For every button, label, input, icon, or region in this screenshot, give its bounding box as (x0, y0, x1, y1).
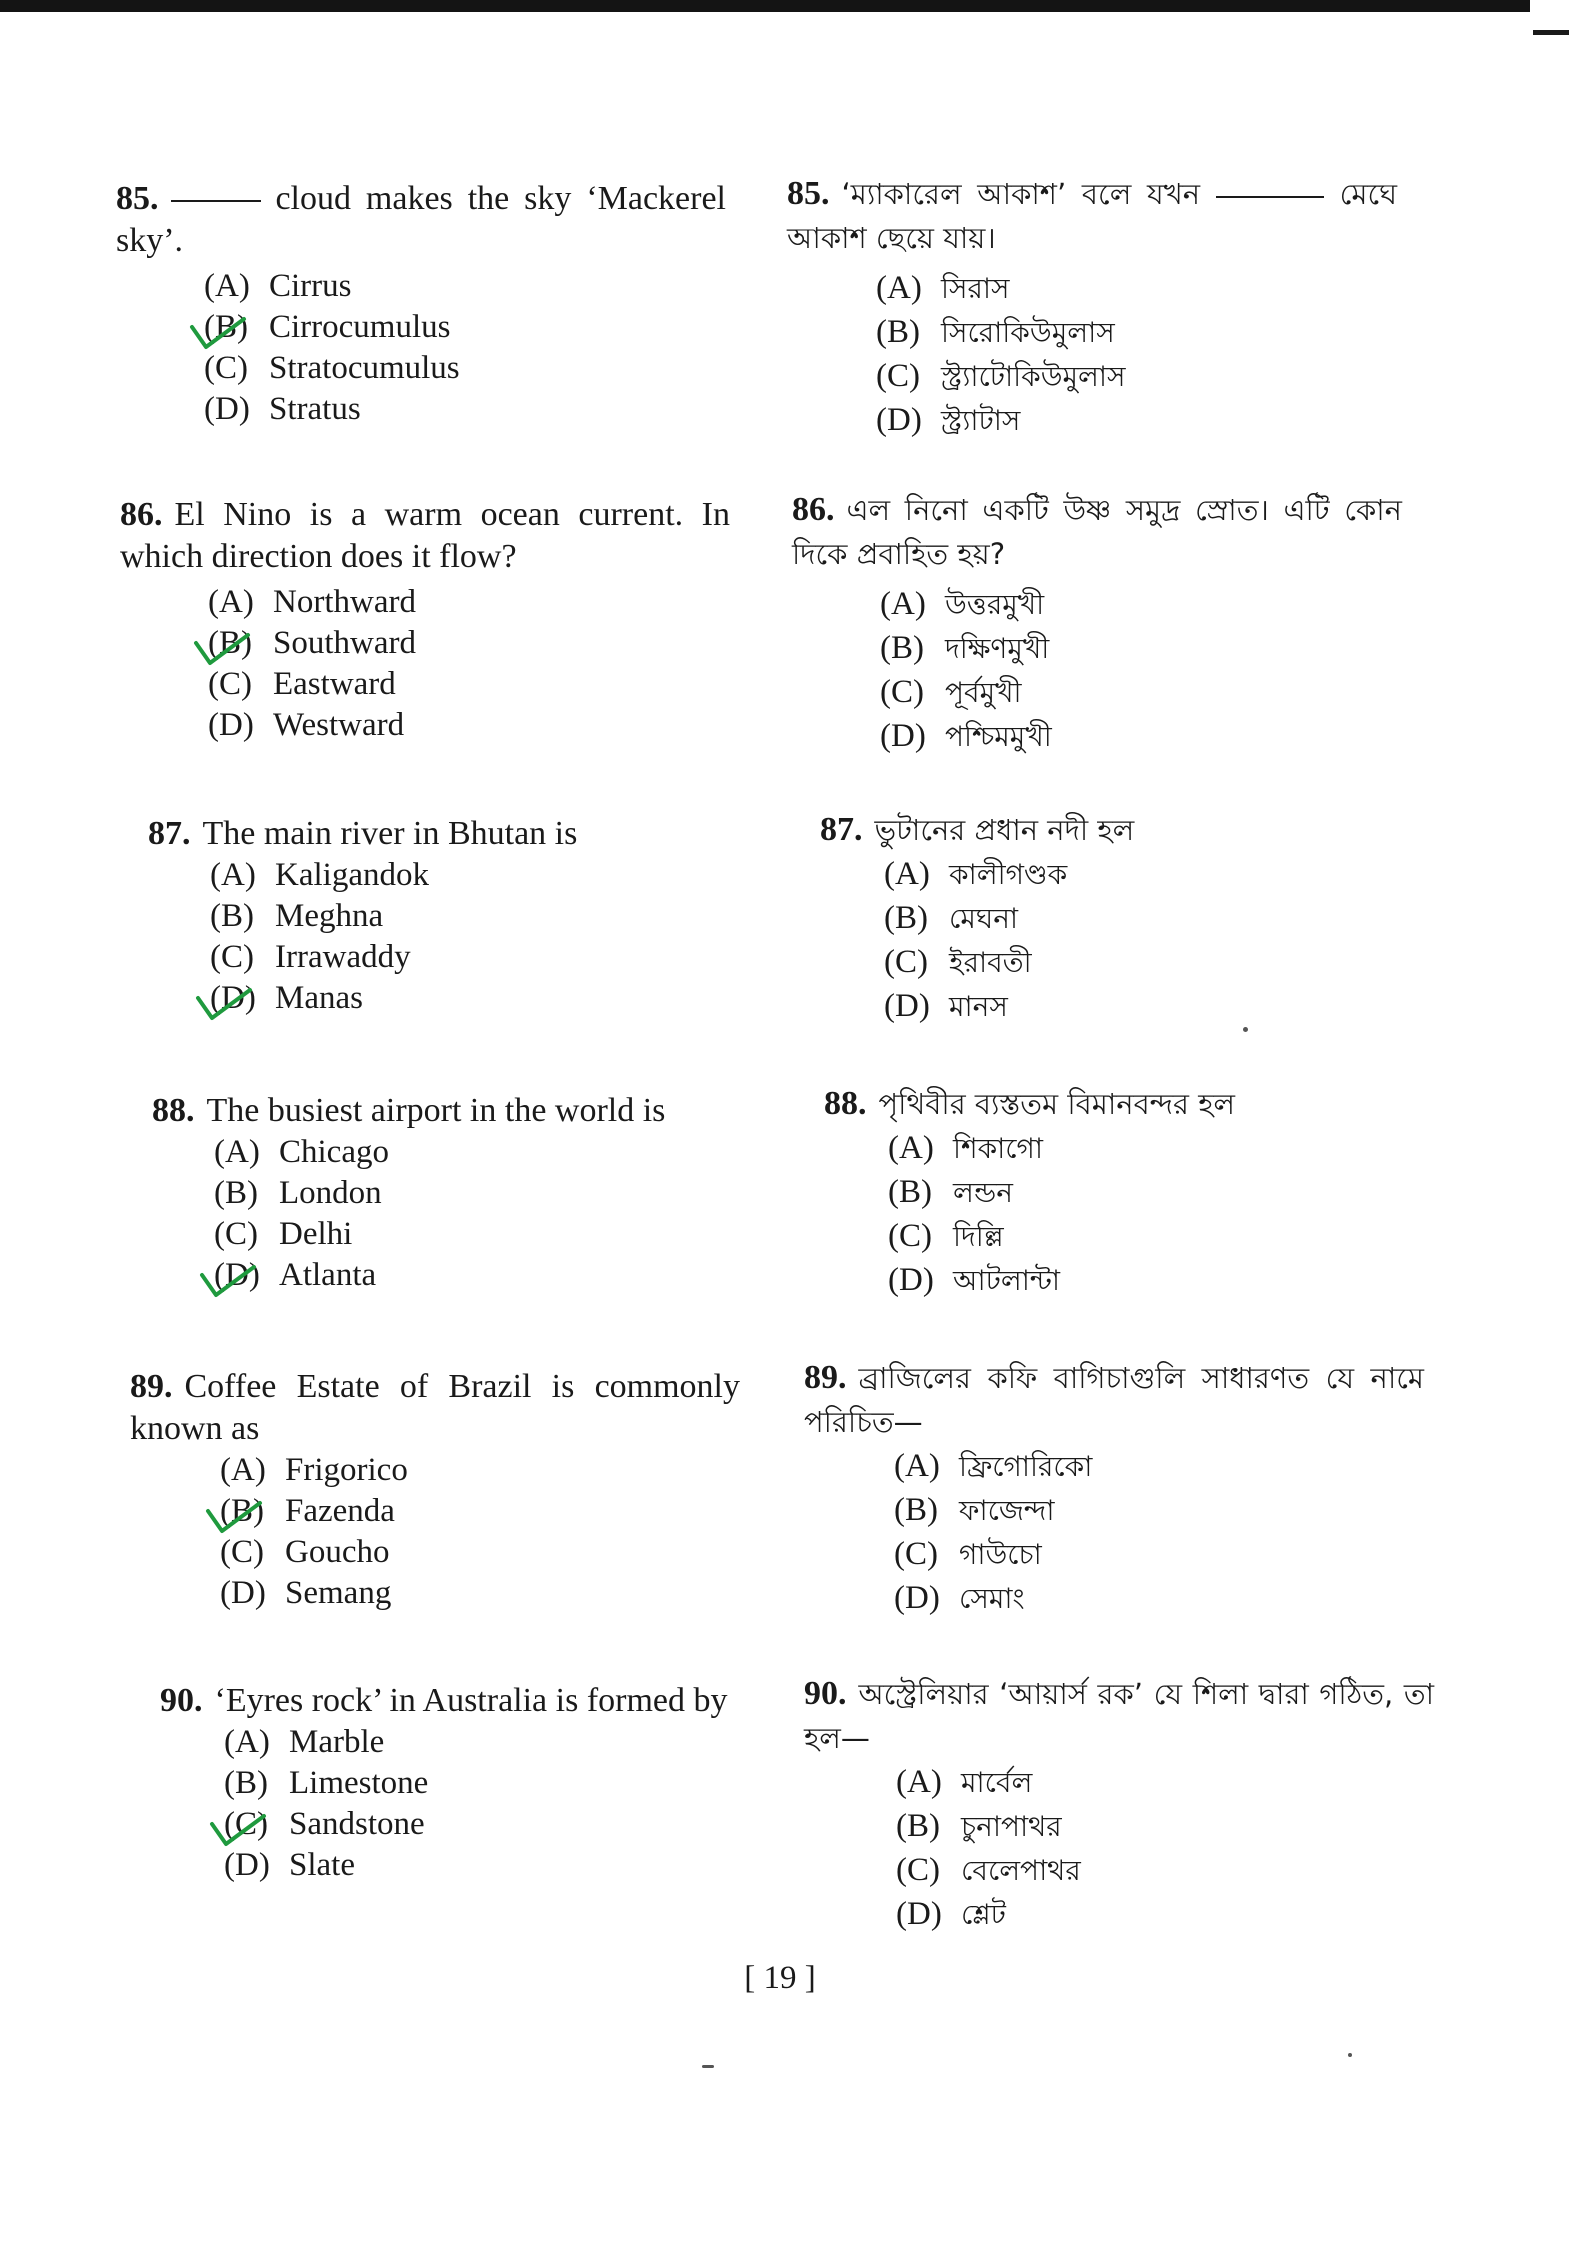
question-86-en (120, 494, 730, 746)
option-letter: (D) (896, 1896, 942, 1932)
option-text: বেলেপাথর (961, 1854, 1081, 1887)
option-a[interactable] (204, 266, 726, 307)
options-list (888, 1126, 1384, 1302)
option-letter: (D) (888, 1262, 934, 1298)
option-c[interactable] (896, 1848, 1434, 1892)
option-text: Sandstone (289, 1806, 425, 1842)
question-number: 85. (787, 175, 830, 212)
option-b[interactable] (214, 1173, 752, 1214)
option-text: পশ্চিমমুখী (945, 720, 1052, 753)
option-a[interactable] (208, 582, 730, 623)
question-stem (116, 178, 726, 262)
options-list (880, 582, 1402, 758)
question-text: The main river in Bhutan is (202, 815, 578, 852)
option-text: দক্ষিণমুখী (945, 632, 1050, 665)
question-text: ভুটানের প্রধান নদী হল (874, 813, 1135, 847)
option-text: সিরাস (941, 272, 1010, 305)
option-text: Northward (273, 584, 416, 620)
options-list (204, 266, 726, 430)
option-letter: (D) (208, 707, 254, 743)
option-text: মার্বেল (961, 1766, 1033, 1799)
option-b[interactable] (888, 1170, 1384, 1214)
option-letter: (B) (884, 900, 928, 936)
question-89-bn (804, 1356, 1424, 1620)
option-letter: (B) (224, 1765, 268, 1801)
question-text: পৃথিবীর ব্যস্ততম বিমানবন্দর হল (878, 1087, 1236, 1121)
option-d[interactable] (204, 389, 726, 430)
option-letter: (A) (888, 1130, 934, 1166)
options-list (884, 852, 1380, 1028)
question-number: 90. (804, 1675, 847, 1712)
option-letter: (A) (876, 270, 922, 306)
option-d[interactable] (214, 1255, 752, 1296)
question-number: 88. (824, 1085, 867, 1122)
options-list (894, 1444, 1424, 1620)
option-letter: (A) (220, 1452, 266, 1488)
question-text: The busiest airport in the world is (206, 1092, 666, 1129)
option-b[interactable] (204, 307, 726, 348)
question-stem (792, 488, 1402, 576)
option-a[interactable] (224, 1722, 760, 1763)
question-text-end: মেঘে আকাশ ছেয়ে যায়। (787, 177, 1398, 255)
option-letter: (C) (888, 1218, 932, 1254)
option-a[interactable] (214, 1132, 752, 1173)
option-a[interactable] (210, 855, 748, 896)
option-letter: (C) (208, 666, 252, 702)
option-b[interactable] (220, 1491, 740, 1532)
option-text: গাউচো (959, 1538, 1042, 1571)
option-c[interactable] (208, 664, 730, 705)
option-letter: (C) (204, 350, 248, 386)
option-text: লন্ডন (953, 1176, 1013, 1209)
option-text: Slate (289, 1847, 355, 1883)
option-letter: (A) (214, 1134, 260, 1170)
question-number: 89. (130, 1368, 173, 1405)
option-letter: (B) (220, 1493, 264, 1529)
question-stem (787, 172, 1397, 260)
page-number: [ 19 ] (744, 1960, 816, 1996)
options-list (224, 1722, 760, 1886)
option-text: Marble (289, 1724, 385, 1760)
question-number: 86. (792, 491, 835, 528)
option-text: মানস (949, 990, 1008, 1023)
option-text: স্ট্র্যাটোকিউমুলাস (941, 360, 1126, 393)
option-c[interactable] (224, 1804, 760, 1845)
option-letter: (B) (214, 1175, 258, 1211)
option-b[interactable] (876, 310, 1397, 354)
option-d[interactable] (876, 398, 1397, 442)
option-letter: (A) (210, 857, 256, 893)
option-c[interactable] (210, 937, 748, 978)
question-stem (152, 1090, 752, 1132)
option-text: Limestone (289, 1765, 429, 1801)
question-text: ‘Eyres rock’ in Australia is formed by (214, 1682, 728, 1719)
question-number: 90. (160, 1682, 203, 1719)
option-text: শ্লেট (961, 1898, 1006, 1931)
option-a[interactable] (888, 1126, 1384, 1170)
option-c[interactable] (220, 1532, 740, 1573)
question-90-en (160, 1680, 760, 1886)
option-d[interactable] (880, 714, 1402, 758)
question-number: 88. (152, 1092, 195, 1129)
options-list (210, 855, 748, 1019)
question-85-en (116, 178, 726, 430)
option-d[interactable] (220, 1573, 740, 1614)
fill-in-blank (171, 199, 261, 202)
option-d[interactable] (896, 1892, 1434, 1936)
option-text: Goucho (285, 1534, 390, 1570)
options-list (214, 1132, 752, 1296)
option-a[interactable] (894, 1444, 1424, 1488)
option-c[interactable] (880, 670, 1402, 714)
question-text: cloud makes the sky ‘Mackerel sky’. (116, 180, 727, 259)
question-87-en (148, 813, 748, 1019)
option-text: ফাজেন্দা (959, 1494, 1055, 1527)
corner-dash (1533, 30, 1569, 35)
option-c[interactable] (214, 1214, 752, 1255)
option-text: Stratus (269, 391, 361, 427)
option-letter: (C) (894, 1536, 938, 1572)
question-88-bn (824, 1082, 1384, 1302)
option-letter: (B) (894, 1492, 938, 1528)
option-letter: (C) (876, 358, 920, 394)
scan-speck (702, 2065, 714, 2068)
option-d[interactable] (208, 705, 730, 746)
option-text: সেমাং (959, 1582, 1025, 1615)
question-text: ‘ম্যাকারেল আকাশ’ বলে যখন (841, 177, 1201, 211)
option-letter: (A) (896, 1764, 942, 1800)
option-text: Manas (275, 980, 363, 1016)
option-letter: (C) (896, 1852, 940, 1888)
option-text: কালীগণ্ডক (949, 858, 1068, 891)
option-a[interactable] (876, 266, 1397, 310)
option-c[interactable] (884, 940, 1380, 984)
option-letter: (D) (884, 988, 930, 1024)
option-b[interactable] (894, 1488, 1424, 1532)
option-text: Cirrocumulus (269, 309, 451, 345)
option-a[interactable] (896, 1760, 1434, 1804)
option-text: Eastward (273, 666, 396, 702)
option-letter: (A) (224, 1724, 270, 1760)
question-88-en (152, 1090, 752, 1296)
option-letter: (D) (214, 1257, 260, 1293)
option-c[interactable] (876, 354, 1397, 398)
question-90-bn (804, 1672, 1434, 1936)
option-text: পূর্বমুখী (945, 676, 1022, 709)
option-letter: (C) (220, 1534, 264, 1570)
question-stem (820, 808, 1380, 852)
scan-speck (1243, 1027, 1248, 1032)
option-text: চুনাপাথর (961, 1810, 1062, 1843)
option-letter: (D) (210, 980, 256, 1016)
option-text: শিকাগো (953, 1132, 1044, 1165)
option-text: Delhi (279, 1216, 353, 1252)
option-text: London (279, 1175, 382, 1211)
option-text: সিরোকিউমুলাস (941, 316, 1115, 349)
option-letter: (A) (204, 268, 250, 304)
options-list (876, 266, 1397, 442)
option-text: Frigorico (285, 1452, 408, 1488)
option-letter: (A) (894, 1448, 940, 1484)
option-letter: (A) (208, 584, 254, 620)
option-text: Atlanta (279, 1257, 377, 1293)
option-d[interactable] (210, 978, 748, 1019)
option-d[interactable] (894, 1576, 1424, 1620)
option-text: Meghna (275, 898, 384, 934)
option-letter: (D) (880, 718, 926, 754)
option-c[interactable] (888, 1214, 1384, 1258)
option-letter: (D) (220, 1575, 266, 1611)
option-c[interactable] (204, 348, 726, 389)
option-text: Cirrus (269, 268, 352, 304)
question-87-bn (820, 808, 1380, 1028)
fill-in-blank (1216, 195, 1324, 198)
question-text: অস্ট্রেলিয়ার ‘আয়ার্স রক’ যে শিলা দ্বারা গঠিত, তা হল— (804, 1677, 1434, 1755)
option-letter: (B) (210, 898, 254, 934)
option-text: ফ্রিগোরিকো (959, 1450, 1093, 1483)
option-letter: (C) (884, 944, 928, 980)
option-text: Stratocumulus (269, 350, 460, 386)
option-text: Irrawaddy (275, 939, 411, 975)
option-d[interactable] (884, 984, 1380, 1028)
question-number: 85. (116, 180, 159, 217)
option-text: স্ট্র্যাটাস (941, 404, 1021, 437)
option-letter: (D) (204, 391, 250, 427)
option-b[interactable] (896, 1804, 1434, 1848)
option-letter: (B) (888, 1174, 932, 1210)
option-a[interactable] (884, 852, 1380, 896)
question-stem (160, 1680, 760, 1722)
question-number: 87. (148, 815, 191, 852)
option-d[interactable] (224, 1845, 760, 1886)
option-b[interactable] (210, 896, 748, 937)
option-text: Southward (273, 625, 416, 661)
option-letter: (D) (894, 1580, 940, 1616)
option-text: Chicago (279, 1134, 389, 1170)
option-text: Westward (273, 707, 405, 743)
option-letter: (C) (214, 1216, 258, 1252)
option-text: দিল্লি (953, 1220, 1004, 1253)
question-stem (120, 494, 730, 578)
option-b[interactable] (208, 623, 730, 664)
question-stem (804, 1672, 1434, 1760)
option-letter: (D) (224, 1847, 270, 1883)
option-letter: (D) (876, 402, 922, 438)
option-text: আটলান্টা (953, 1264, 1061, 1297)
option-text: Fazenda (285, 1493, 395, 1529)
options-list (896, 1760, 1434, 1936)
question-text: El Nino is a warm ocean current. In which direction does it flow? (120, 496, 730, 575)
options-list (208, 582, 730, 746)
question-text: ব্রাজিলের কফি বাগিচাগুলি সাধারণত যে নামে পরিচিত— (804, 1361, 1424, 1439)
question-number: 86. (120, 496, 163, 533)
option-b[interactable] (884, 896, 1380, 940)
question-stem (804, 1356, 1424, 1444)
question-stem (824, 1082, 1384, 1126)
option-letter: (A) (884, 856, 930, 892)
question-stem (130, 1366, 740, 1450)
question-85-bn (787, 172, 1397, 442)
option-letter: (B) (876, 314, 920, 350)
question-text: এল নিনো একটি উষ্ণ সমুদ্র স্রোত। এটি কোন দিকে প্রবাহিত হয়? (792, 493, 1402, 571)
option-text: মেঘনা (949, 902, 1019, 935)
option-letter: (A) (880, 586, 926, 622)
question-89-en (130, 1366, 740, 1614)
question-number: 89. (804, 1359, 847, 1396)
option-letter: (C) (224, 1806, 268, 1842)
option-a[interactable] (220, 1450, 740, 1491)
scan-speck (1348, 2053, 1352, 2057)
options-list (220, 1450, 740, 1614)
option-letter: (B) (896, 1808, 940, 1844)
question-text: Coffee Estate of Brazil is commonly known as (130, 1368, 740, 1447)
top-rule (0, 0, 1530, 12)
option-letter: (C) (880, 674, 924, 710)
option-b[interactable] (224, 1763, 760, 1804)
option-text: উত্তরমুখী (945, 588, 1045, 621)
option-text: Kaligandok (275, 857, 429, 893)
question-86-bn (792, 488, 1402, 758)
question-number: 87. (820, 811, 863, 848)
option-letter: (B) (208, 625, 252, 661)
question-stem (148, 813, 748, 855)
option-b[interactable] (880, 626, 1402, 670)
option-text: ইরাবতী (949, 946, 1032, 979)
option-d[interactable] (888, 1258, 1384, 1302)
option-a[interactable] (880, 582, 1402, 626)
option-text: Semang (285, 1575, 392, 1611)
option-c[interactable] (894, 1532, 1424, 1576)
option-letter: (B) (204, 309, 248, 345)
option-letter: (B) (880, 630, 924, 666)
option-letter: (C) (210, 939, 254, 975)
